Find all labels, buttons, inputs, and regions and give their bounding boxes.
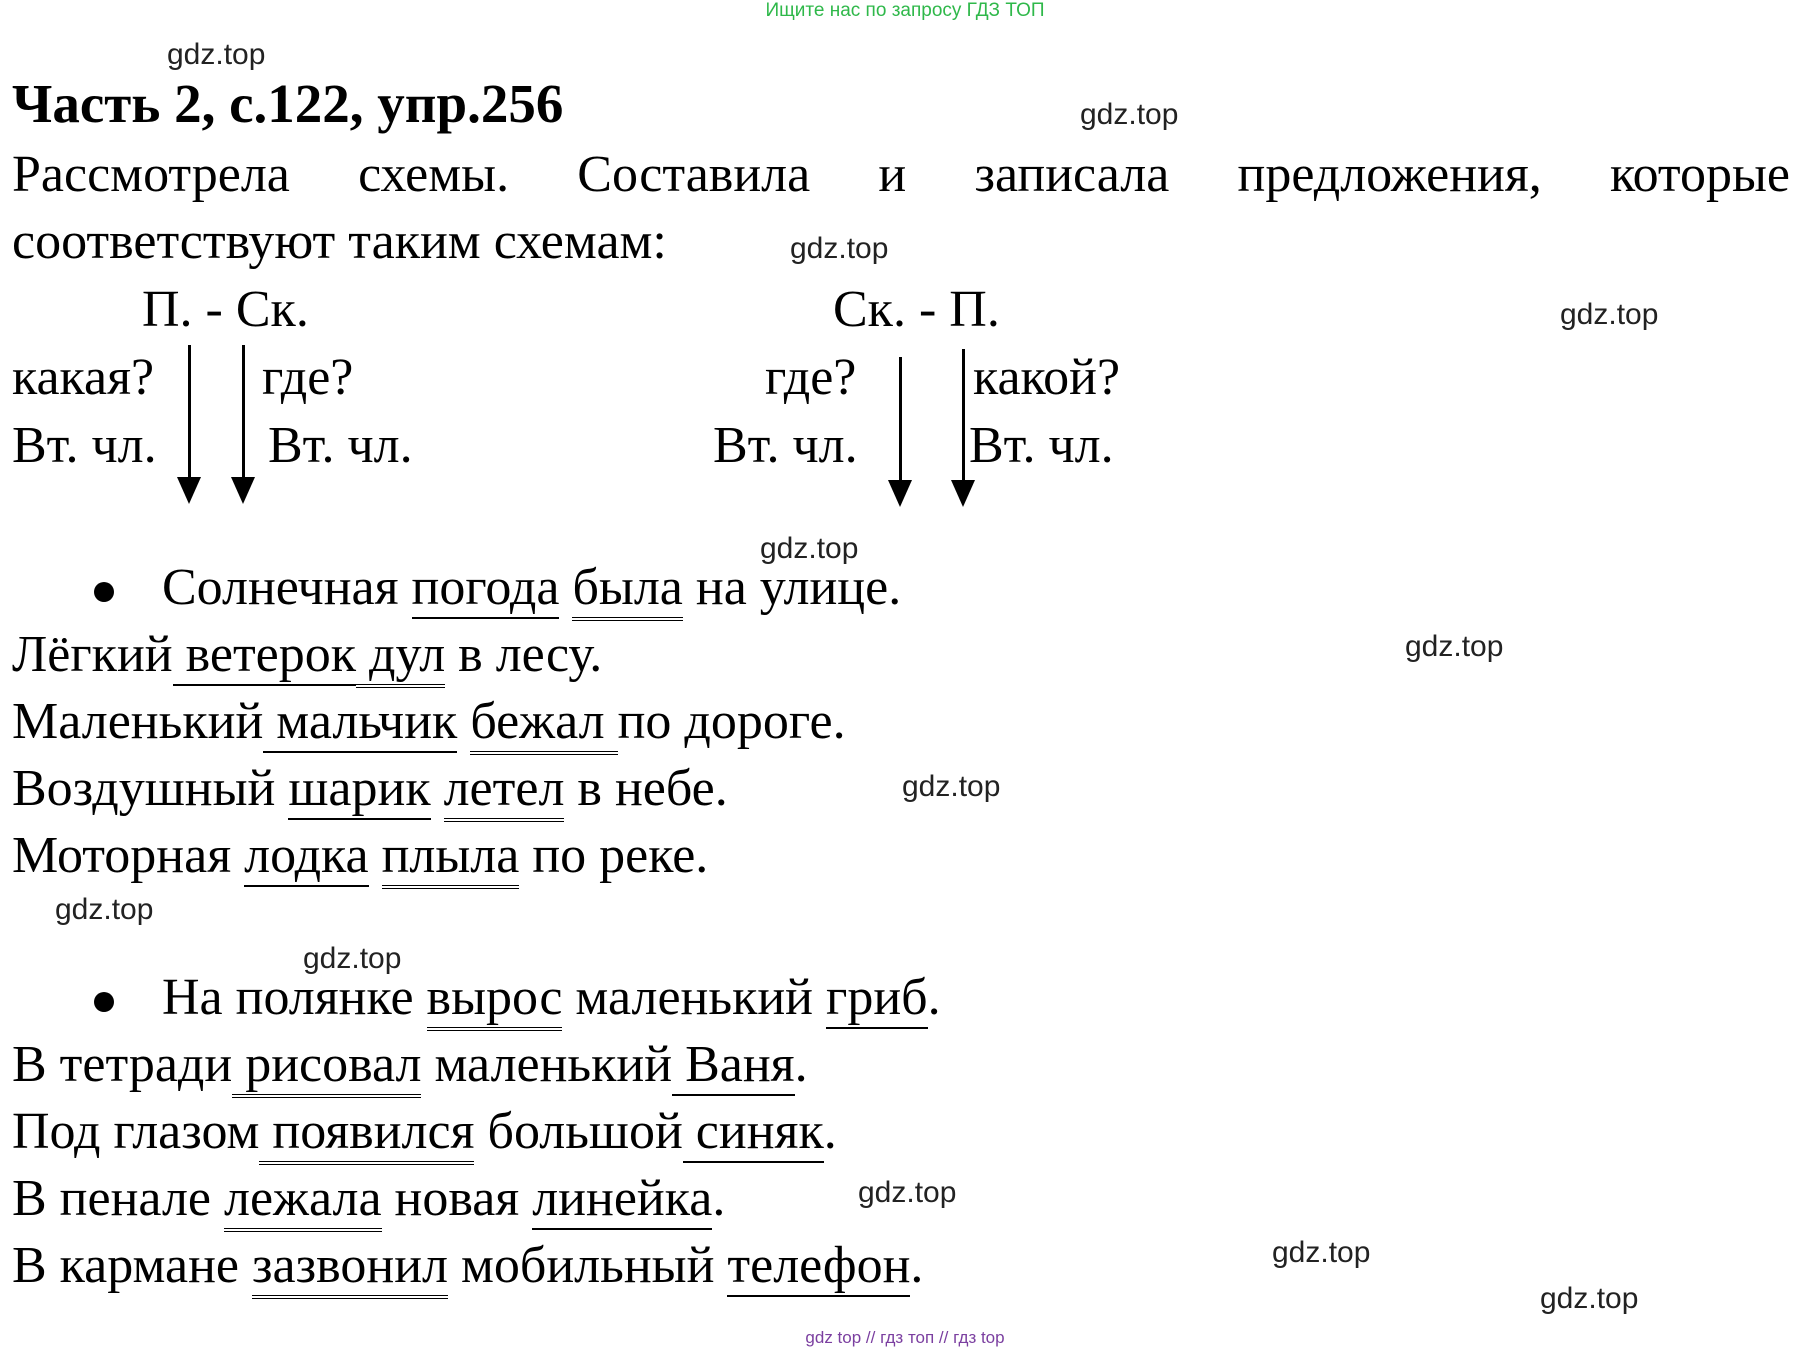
predicate: появился: [259, 1103, 474, 1165]
schema-member: Вт. чл.: [969, 417, 1114, 474]
sentence-part: Под глазом: [12, 1103, 260, 1160]
intro-line-1: [12, 145, 1790, 204]
bullet-icon: [94, 992, 114, 1012]
sentence-part: Маленький: [12, 693, 264, 750]
intro-word: Составила: [577, 146, 811, 203]
predicate: бежал: [470, 693, 617, 755]
intro-word: записала: [974, 146, 1170, 203]
down-arrow-icon: [242, 345, 245, 478]
sentence-part: по реке.: [519, 827, 709, 884]
sentence-part: в небе.: [564, 760, 728, 817]
sentence-part: маленький: [421, 1036, 673, 1093]
subject: синяк: [683, 1103, 824, 1163]
watermark: gdz.top: [858, 1176, 957, 1209]
down-arrow-icon: [899, 357, 902, 481]
footer-links[interactable]: gdz top // гдз топ // гдз top: [805, 1328, 1005, 1347]
sentence-part: Воздушный: [12, 760, 289, 817]
predicate: зазвонил: [252, 1237, 448, 1299]
sentence: [12, 1236, 923, 1295]
predicate: лежала: [224, 1170, 382, 1232]
predicate: была: [572, 559, 682, 621]
sentence-part: на улице.: [682, 559, 902, 616]
sentence-part: мобильный: [447, 1237, 728, 1294]
subject: гриб: [826, 969, 928, 1029]
sentence-part: На полянке: [162, 969, 427, 1026]
sentence-part: Солнечная: [162, 559, 412, 616]
watermark: gdz.top: [1540, 1282, 1639, 1315]
subject: шарик: [288, 760, 430, 820]
sentence-part: в лесу.: [445, 626, 603, 683]
predicate: вырос: [427, 969, 563, 1031]
subject: лодка: [244, 827, 368, 887]
schema-question: какой?: [973, 349, 1121, 406]
watermark: gdz.top: [1560, 298, 1659, 331]
sentence-part: по дороге.: [617, 693, 846, 750]
sentence-part: маленький: [562, 969, 826, 1026]
sentence-part: .: [712, 1170, 726, 1227]
schema-question: какая?: [12, 349, 155, 406]
sentence-part: .: [823, 1103, 837, 1160]
predicate: дул: [356, 626, 445, 688]
subject: телефон: [727, 1237, 910, 1297]
watermark: gdz.top: [1080, 98, 1179, 131]
subject: Ваня: [672, 1036, 795, 1096]
sentence: [12, 692, 846, 751]
sentence: [12, 1102, 837, 1161]
sentence-part: Лёгкий: [12, 626, 173, 683]
schema-formula: П. - Ск.: [142, 281, 309, 338]
sentence: [12, 625, 602, 684]
watermark: gdz.top: [902, 770, 1001, 803]
sentence-part: В пенале: [12, 1170, 224, 1227]
down-arrow-icon: [188, 345, 191, 478]
sentence-part: новая: [381, 1170, 533, 1227]
sentence: [12, 826, 708, 885]
watermark: gdz.top: [1405, 630, 1504, 663]
page-title: Часть 2, с.122, упр.256: [12, 73, 564, 134]
predicate: плыла: [382, 827, 520, 889]
subject: мальчик: [263, 693, 457, 753]
intro-word: Рассмотрела: [12, 146, 290, 203]
sentence-part: большой: [474, 1103, 683, 1160]
down-arrow-icon: [962, 349, 965, 481]
sentence-part: [431, 760, 444, 817]
sentence-part: .: [910, 1237, 924, 1294]
schema-member: Вт. чл.: [12, 417, 157, 474]
watermark: gdz.top: [303, 942, 402, 975]
watermark: gdz.top: [167, 38, 266, 71]
watermark: gdz.top: [55, 893, 154, 926]
sentence-part: .: [927, 969, 941, 1026]
sentence-part: В кармане: [12, 1237, 252, 1294]
watermark: gdz.top: [1272, 1236, 1371, 1269]
intro-word: которые: [1609, 146, 1790, 203]
sentence-part: .: [794, 1036, 808, 1093]
sentence-part: В тетради: [12, 1036, 233, 1093]
watermark: gdz.top: [790, 232, 889, 265]
subject: линейка: [532, 1170, 712, 1230]
subject: ветерок: [173, 626, 356, 686]
predicate: летел: [444, 760, 565, 822]
intro-word: предложения,: [1237, 146, 1542, 203]
schema-question: где?: [262, 349, 354, 406]
subject: погода: [412, 559, 560, 619]
sentence-part: [369, 827, 382, 884]
watermark: gdz.top: [760, 532, 859, 565]
sentence: [12, 1169, 725, 1228]
schema-formula: Ск. - П.: [833, 281, 1000, 338]
sentence-part: [457, 693, 470, 750]
sentence-part: [559, 559, 572, 616]
sentence-part: Моторная: [12, 827, 245, 884]
schema-question: где?: [765, 349, 857, 406]
intro-word: схемы.: [358, 146, 510, 203]
sentence: [162, 968, 941, 1027]
intro-line-2: соответствуют таким схемам:: [12, 213, 667, 270]
sentence: [12, 759, 728, 818]
header-search-link[interactable]: Ищите нас по запросу ГДЗ ТОП: [765, 0, 1045, 21]
sentence: [12, 1035, 808, 1094]
bullet-icon: [94, 582, 114, 602]
sentence: [162, 558, 901, 617]
predicate: рисовал: [232, 1036, 421, 1098]
schema-member: Вт. чл.: [268, 417, 413, 474]
intro-word: и: [878, 146, 907, 203]
schema-member: Вт. чл.: [713, 417, 858, 474]
